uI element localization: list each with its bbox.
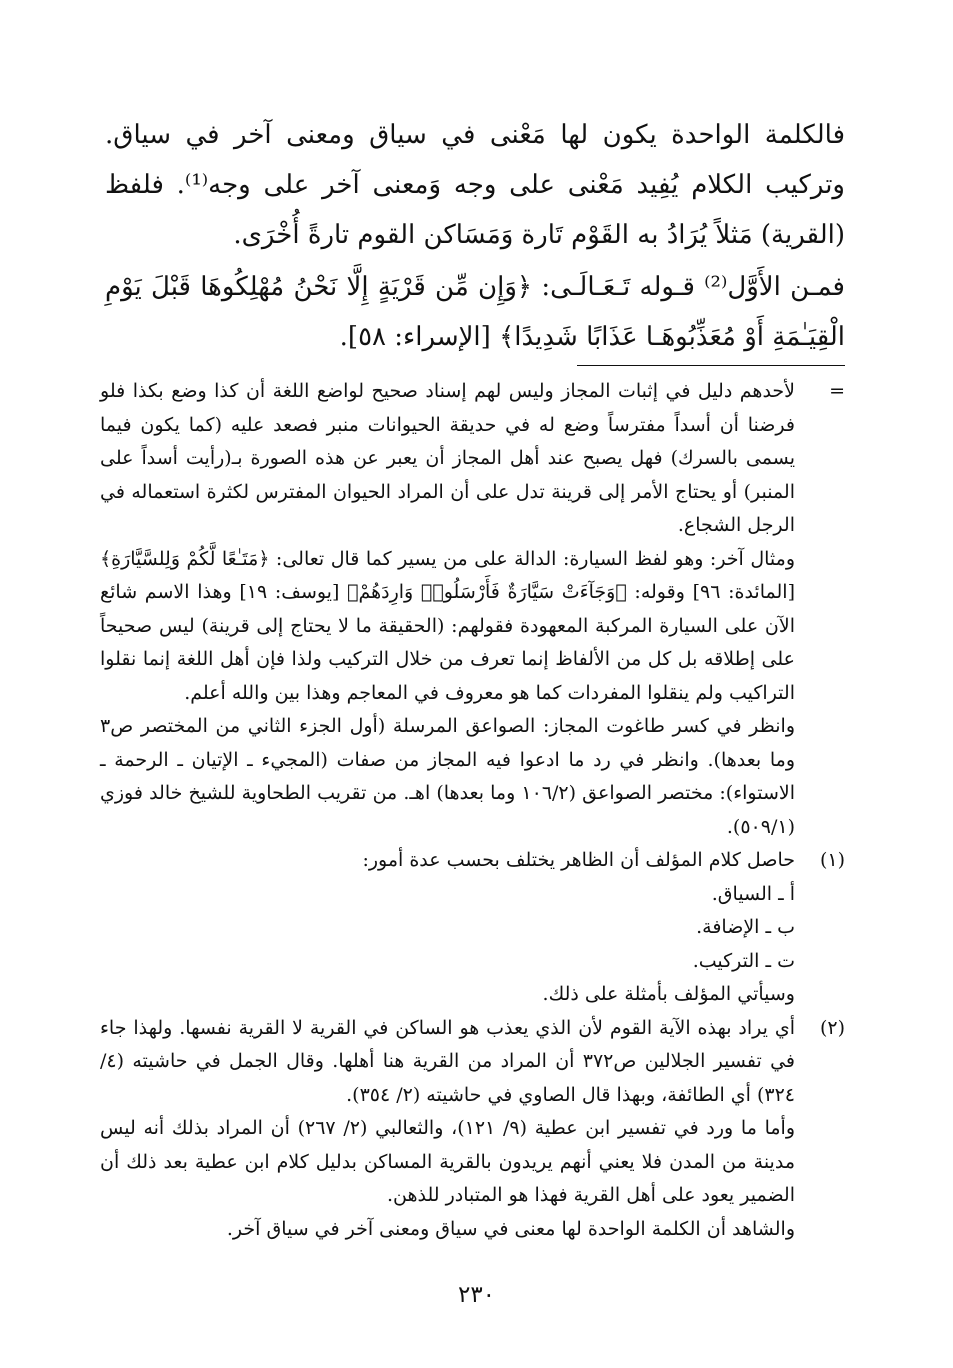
footnote-marker: (١): [819, 849, 845, 871]
main-text: [105, 110, 845, 362]
footnote-paragraph: لأحدهم دليل في إثبات المجاز وليس لهم إسناد صحيح لواضع اللغة أن كذا وضع بكذا فلو فرضنا أن أسداً مفترساً وضع له في حديقة الحيوانات منبر فصعد عليه (كما يكون فيما يسمى بالسرك) فهل يصبح عند أهل المجاز أن يعبر عن هذه الصورة بـ(رأيت أسداً على المنبر) أو يحتاج الأمر إلى قرينة تدل على أن المراد الحيوان المفترس لكثرة استعماله في الرجل الشجاع.: [100, 380, 795, 536]
footnote-list-item: ب ـ الإضافة.: [696, 916, 795, 938]
footnote-paragraph: حاصل كلام المؤلف أن الظاهر يختلف بحسب عدة أمور:: [362, 849, 795, 871]
footnote-paragraph: والشاهد أن الكلمة الواحدة لها معنى في سياق ومعنى آخر في سياق آخر.: [226, 1217, 795, 1240]
main-paragraph: فمـن الأَوَّل⁽²⁾ قـوله تَـعَـالَـى: ﴿وَإِن مِّن قَرْيَةٍ إِلَّا نَحْنُ مُهْلِكُوهَا قَبْلَ يَوْمِ الْقِيَـٰمَةِ أَوْ مُعَذِّبُوهَـا عَذَابًا شَدِيدًا﴾ [الإسراء: ٥٨].: [105, 272, 845, 352]
main-paragraph: فالكلمة الواحدة يكون لها مَعْنى في سياق ومعنى آخر في سياق. وتركيب الكلام يُفِيد مَعْنى على وجه وَمعنى آخر على وجه⁽¹⁾. فلفظ (القرية) مَثلاً يُرَادُ به القَوْم تَارة وَمَسَاكن القوم تارةً أُخْرَى.: [105, 120, 845, 250]
footnote-paragraph: وسيأتي المؤلف بأمثلة على ذلك.: [542, 983, 795, 1005]
footnote-paragraph: وانظر في كسر طاغوت المجاز: الصواعق المرسلة (أول الجزء الثاني من المختصر ص٣ وما بعدها). وانظر في رد ما ادعوا فيه المجاز من صفات (المجيء ـ الإتيان ـ الرحمة ـ الاستواء): مختصر الصواعق (١٠٦/٢ وما بعدها) اهـ. من تقريب الطحاوية للشيخ خالد فوزي (٥٠٩/١).: [100, 715, 795, 838]
footnote-marker: =: [829, 380, 845, 402]
footnote-body: [100, 1012, 795, 1247]
footnotes: [100, 375, 845, 1246]
footnote-paragraph: وأما ما ورد في تفسير ابن عطية (٩/ ١٢١)، والثعالبي (٢/ ٢٦٧) أن المراد بذلك أنه ليس مدينة من المدن فلا يعني أنهم يريدون بالقرية المساكن بدليل كلام ابن عطية بعد ذلك أن الضمير يعود على أهل القرية فهذا هو المتبادر للذهن.: [100, 1117, 795, 1206]
footnote-1: [100, 844, 845, 1012]
footnote-body: [100, 375, 795, 844]
footnote-paragraph: ومثال آخر: وهو لفظ السيارة: الدالة على من يسير كما قال تعالى: ﴿مَتَـٰعًا لَّكُمْ وَلِلسَّيَّارَةِ﴾ [المائدة: ٩٦] وقوله: ﴿وَجَآءَتْ سَيَّارَةٌ فَأَرْسَلُوا۟ وَارِدَهُمْ﴾ [يوسف: ١٩] وهذا الاسم شائع الآن على السيارة المركبة المعهودة فقولهم: (الحقيقة ما لا يحتاج إلى قرينة) ليس صحيحاً على إطلاقه بل كل من الألفاظ إنما تعرف من خلال التركيب ولذا فإن أهل اللغة إنما نقلوا التراكيب ولم ينقلوا المفردات كما هو معروف في المعاجم وهذا بين والله أعلم.: [100, 547, 795, 704]
page-number: ٢٣٠: [457, 1282, 496, 1308]
footnote-body: [100, 844, 795, 1012]
footnote-list-item: أ ـ السياق.: [711, 882, 795, 905]
footnote-2: [100, 1012, 845, 1247]
footnote-marker: (٢): [819, 1016, 845, 1039]
footnote-paragraph: أي يراد بهذه الآية القوم لأن الذي يعذب هو الساكن في القرية لا القرية نفسها. ولهذا جاء في تفسير الجلالين ص٣٧٢ أن المراد من القرية هنا أهلها. وقال الجمل في حاشيته (٤/ ٣٢٤) أي الطائفة، وبهذا قال الصاوي في حاشيته (٢/ ٣٥٤).: [100, 1016, 795, 1106]
footnote-separator: [577, 365, 845, 366]
footnote-list-item: ت ـ التركيب.: [692, 949, 795, 972]
footnote-continued: [100, 375, 845, 844]
